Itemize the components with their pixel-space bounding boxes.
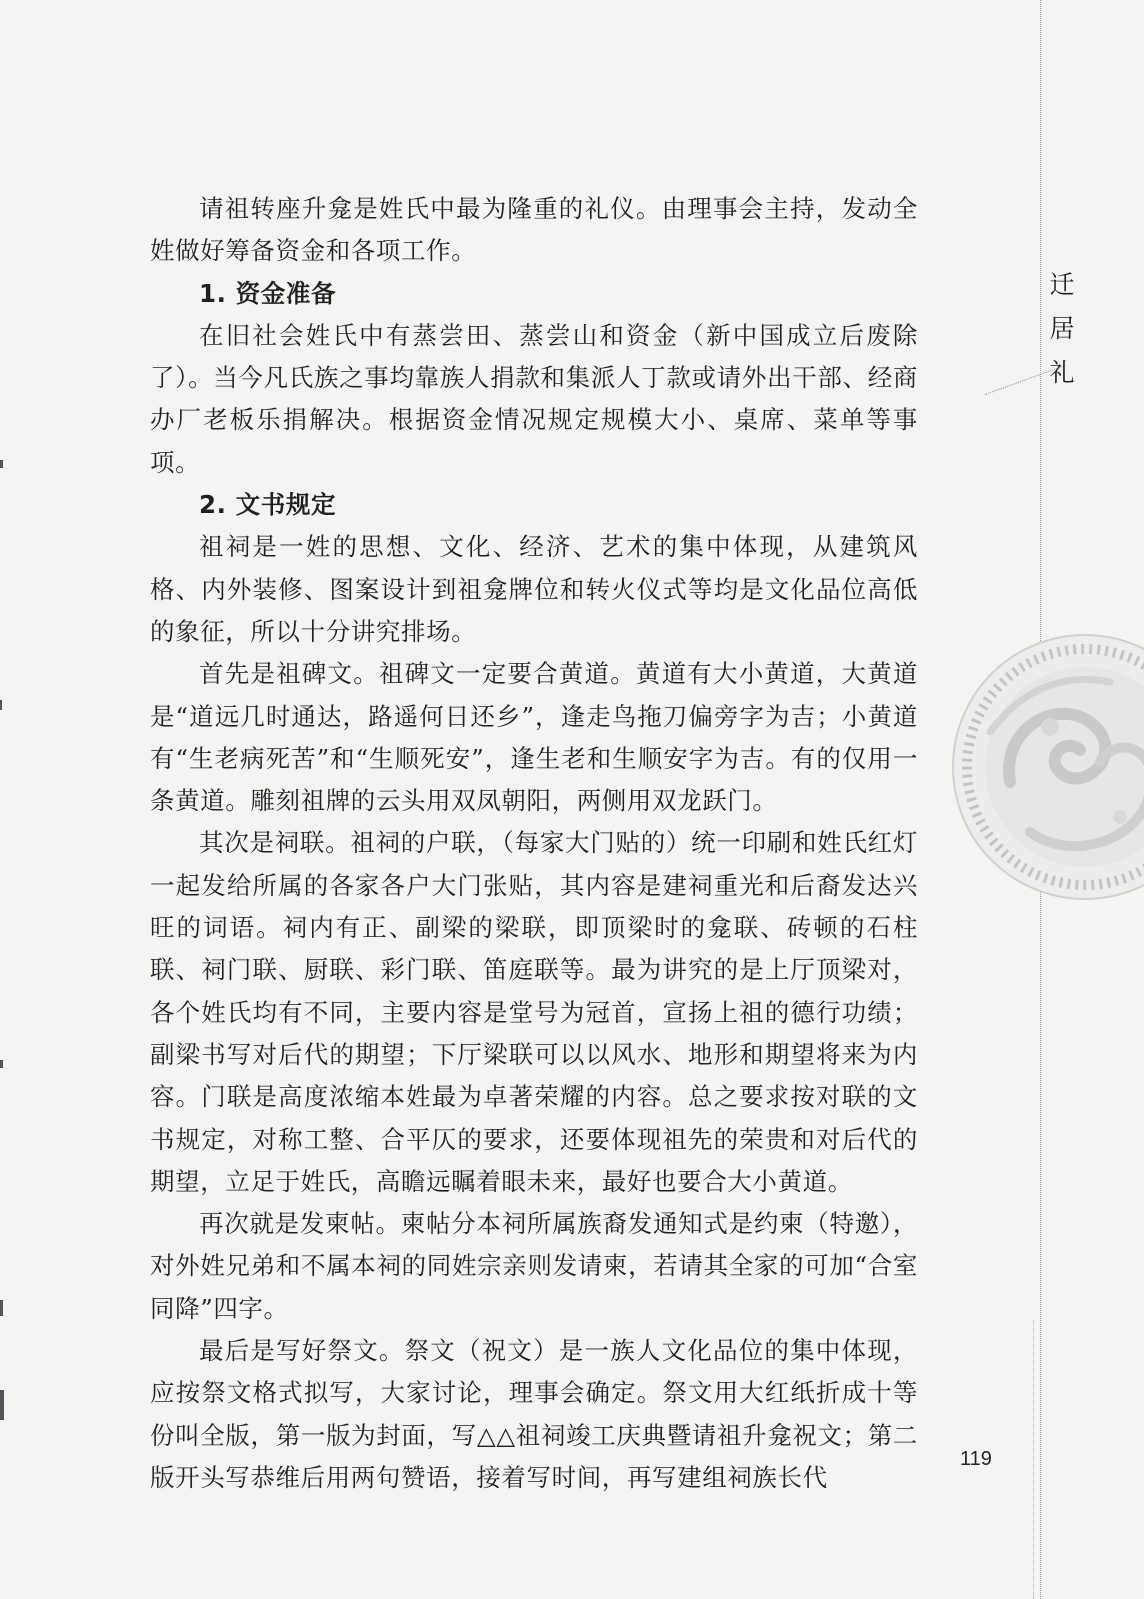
side-title-char: 迁 xyxy=(1049,270,1075,299)
paragraph: 首先是祖碑文。祖碑文一定要合黄道。黄道有大小黄道，大黄道是“道远几时通达，路遥何日还乡”，逢走鸟拖刀偏旁字为吉；小黄道有“生老病死苦”和“生顺死安”，逢生老和生顺安字为吉。有的仅用一条黄道。雕刻祖牌的云头用双凤朝阳，两侧用双龙跃门。 xyxy=(150,659,918,816)
paragraph: 请祖转座升龛是姓氏中最为隆重的礼仪。由理事会主持，发动全姓做好筹备资金和各项工作。 xyxy=(150,194,918,266)
section-heading: 1. 资金准备 xyxy=(199,278,337,308)
paragraph: 其次是祠联。祖祠的户联，（每家大门贴的）统一印刷和姓氏红灯一起发给所属的各家各户大门张贴，其内容是建祠重光和后裔发达兴旺的词语。祠内有正、副梁的梁联，即顶梁时的龛联、砖顿的石柱联、祠门联、厨联、彩门联、笛庭联等。最为讲究的是上厅顶梁对，各个姓氏均有不同，主要内容是堂号为冠首，宣扬上祖的德行功绩；副梁书写对后代的期望；下厅梁联可以以风水、地形和期望将来为内容。门联是高度浓缩本姓最为卓著荣耀的内容。总之要求按对联的文书规定，对称工整、合平仄的要求，还要体现祖先的荣贵和对后代的期望，立足于姓氏，高瞻远瞩着眼未来，最好也要合大小黄道。 xyxy=(150,828,918,1196)
binding-marks xyxy=(0,0,8,1599)
paragraph: 在旧社会姓氏中有蒸尝田、蒸尝山和资金（新中国成立后废除了）。当今凡氏族之事均靠族人捐款和集派人丁款或请外出干部、经商办厂老板乐捐解决。根据资金情况规定规模大小、桌席、菜单等事项。 xyxy=(150,320,918,477)
paragraph: 最后是写好祭文。祭文（祝文）是一族人文化品位的集中体现，应按祭文格式拟写，大家讨论，理事会确定。祭文用大红纸折成十等份叫全版，第一版为封面，写△△祖祠竣工庆典暨请祖升龛祝文；第二版开头写恭维后用两句赞语，接着写时间，再写建组祠族长代 xyxy=(150,1336,918,1492)
body-text xyxy=(150,188,918,1499)
section-heading: 2. 文书规定 xyxy=(199,490,337,520)
side-title-char: 居 xyxy=(1049,314,1075,343)
paragraph: 再次就是发柬帖。柬帖分本祠所属族裔发通知式是约柬（特邀），对外姓兄弟和不属本祠的同姓宗亲则发请柬，若请其全家的可加“合室同降”四字。 xyxy=(150,1209,918,1323)
chapter-side-title xyxy=(1047,263,1077,395)
page-number: 119 xyxy=(960,1448,992,1470)
decorative-cloud-medallion xyxy=(950,632,1144,902)
page-edge-line-secondary xyxy=(1033,1320,1034,1599)
side-title-char: 礼 xyxy=(1049,358,1075,387)
paragraph: 祖祠是一姓的思想、文化、经济、艺术的集中体现，从建筑风格、内外装修、图案设计到祖龛牌位和转火仪式等均是文化品位高低的象征，所以十分讲究排场。 xyxy=(150,532,918,646)
